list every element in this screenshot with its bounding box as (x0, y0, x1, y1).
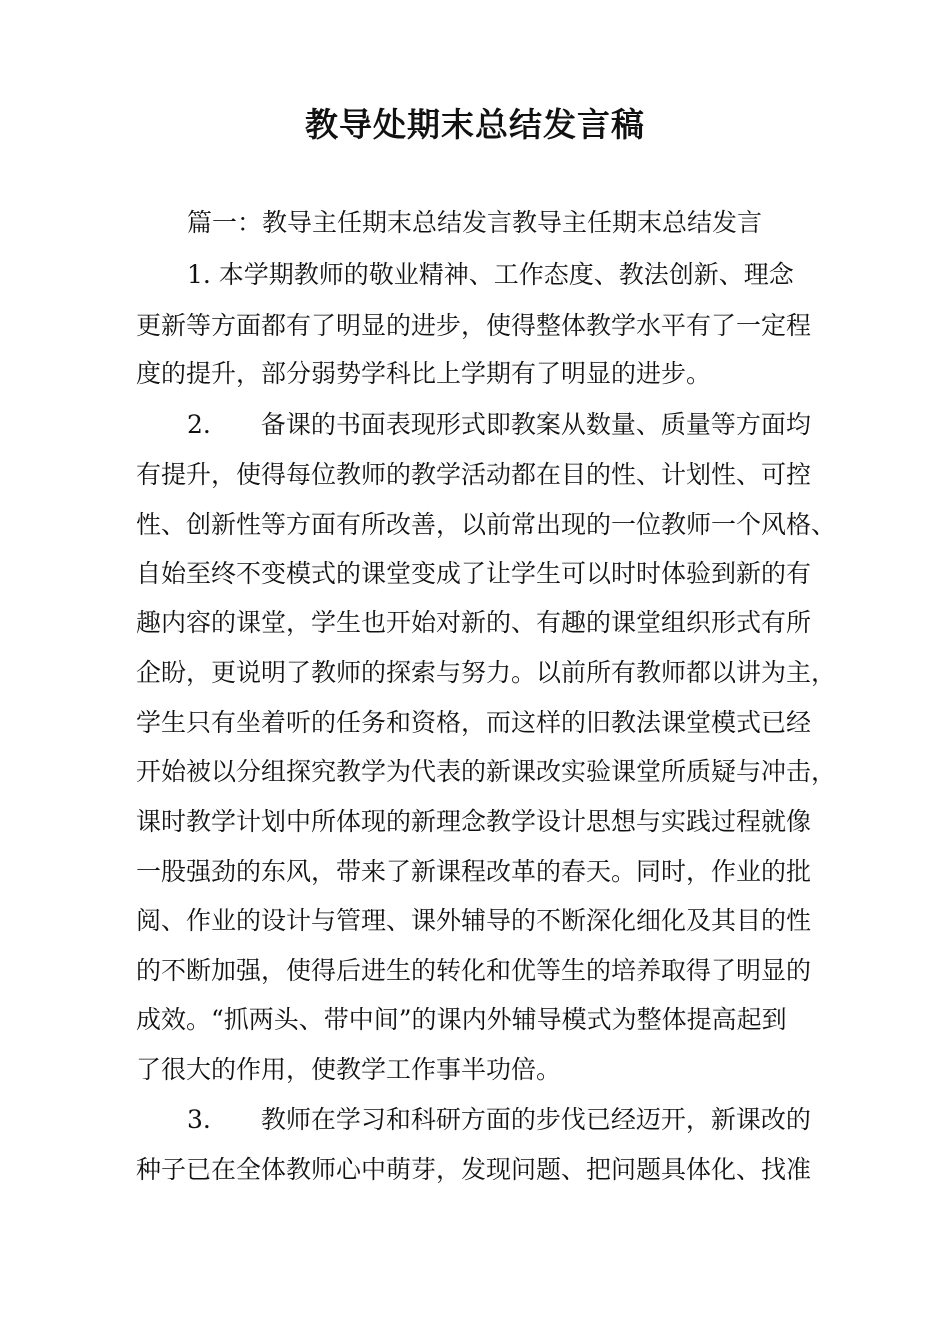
body-line: 了很大的作用，使教学工作事半功倍。 (136, 1055, 562, 1084)
body-line: 学生只有坐着听的任务和资格，而这样的旧教法课堂模式已经 (136, 708, 812, 737)
body-line: 阅、作业的设计与管理、课外辅导的不断深化细化及其目的性 (136, 906, 812, 935)
body-line: 篇一：教导主任期末总结发言教导主任期末总结发言 (187, 208, 763, 237)
body-line: 2. 备课的书面表现形式即教案从数量、质量等方面均 (187, 410, 811, 439)
body-line: 自始至终不变模式的课堂变成了让学生可以时时体验到新的有 (136, 559, 812, 588)
body-line: 更新等方面都有了明显的进步，使得整体教学水平有了一定程 (136, 311, 812, 340)
body-line: 3. 教师在学习和科研方面的步伐已经迈开，新课改的 (187, 1105, 811, 1134)
body-line: 度的提升，部分弱势学科比上学期有了明显的进步。 (136, 359, 712, 388)
body-line: 的不断加强，使得后进生的转化和优等生的培养取得了明显的 (136, 956, 812, 985)
body-line: 1. 本学期教师的敬业精神、工作态度、教法创新、理念 (187, 260, 794, 289)
body-line: 成效。“抓两头、带中间”的课内外辅导模式为整体提高起到 (136, 1005, 787, 1034)
body-line: 有提升，使得每位教师的教学活动都在目的性、计划性、可控 (136, 460, 812, 489)
document-title: 教导处期末总结发言稿 (305, 105, 645, 144)
body-line: 企盼，更说明了教师的探索与努力。以前所有教师都以讲为主， (136, 658, 837, 687)
body-line: 种子已在全体教师心中萌芽，发现问题、把问题具体化、找准 (136, 1155, 812, 1184)
body-line: 一股强劲的东风，带来了新课程改革的春天。同时，作业的批 (136, 857, 812, 886)
body-line: 性、创新性等方面有所改善，以前常出现的一位教师一个风格、 (136, 510, 837, 539)
body-line: 开始被以分组探究教学为代表的新课改实验课堂所质疑与冲击， (136, 757, 837, 786)
body-line: 趣内容的课堂，学生也开始对新的、有趣的课堂组织形式有所 (136, 608, 812, 637)
body-line: 课时教学计划中所体现的新理念教学设计思想与实践过程就像 (136, 807, 812, 836)
